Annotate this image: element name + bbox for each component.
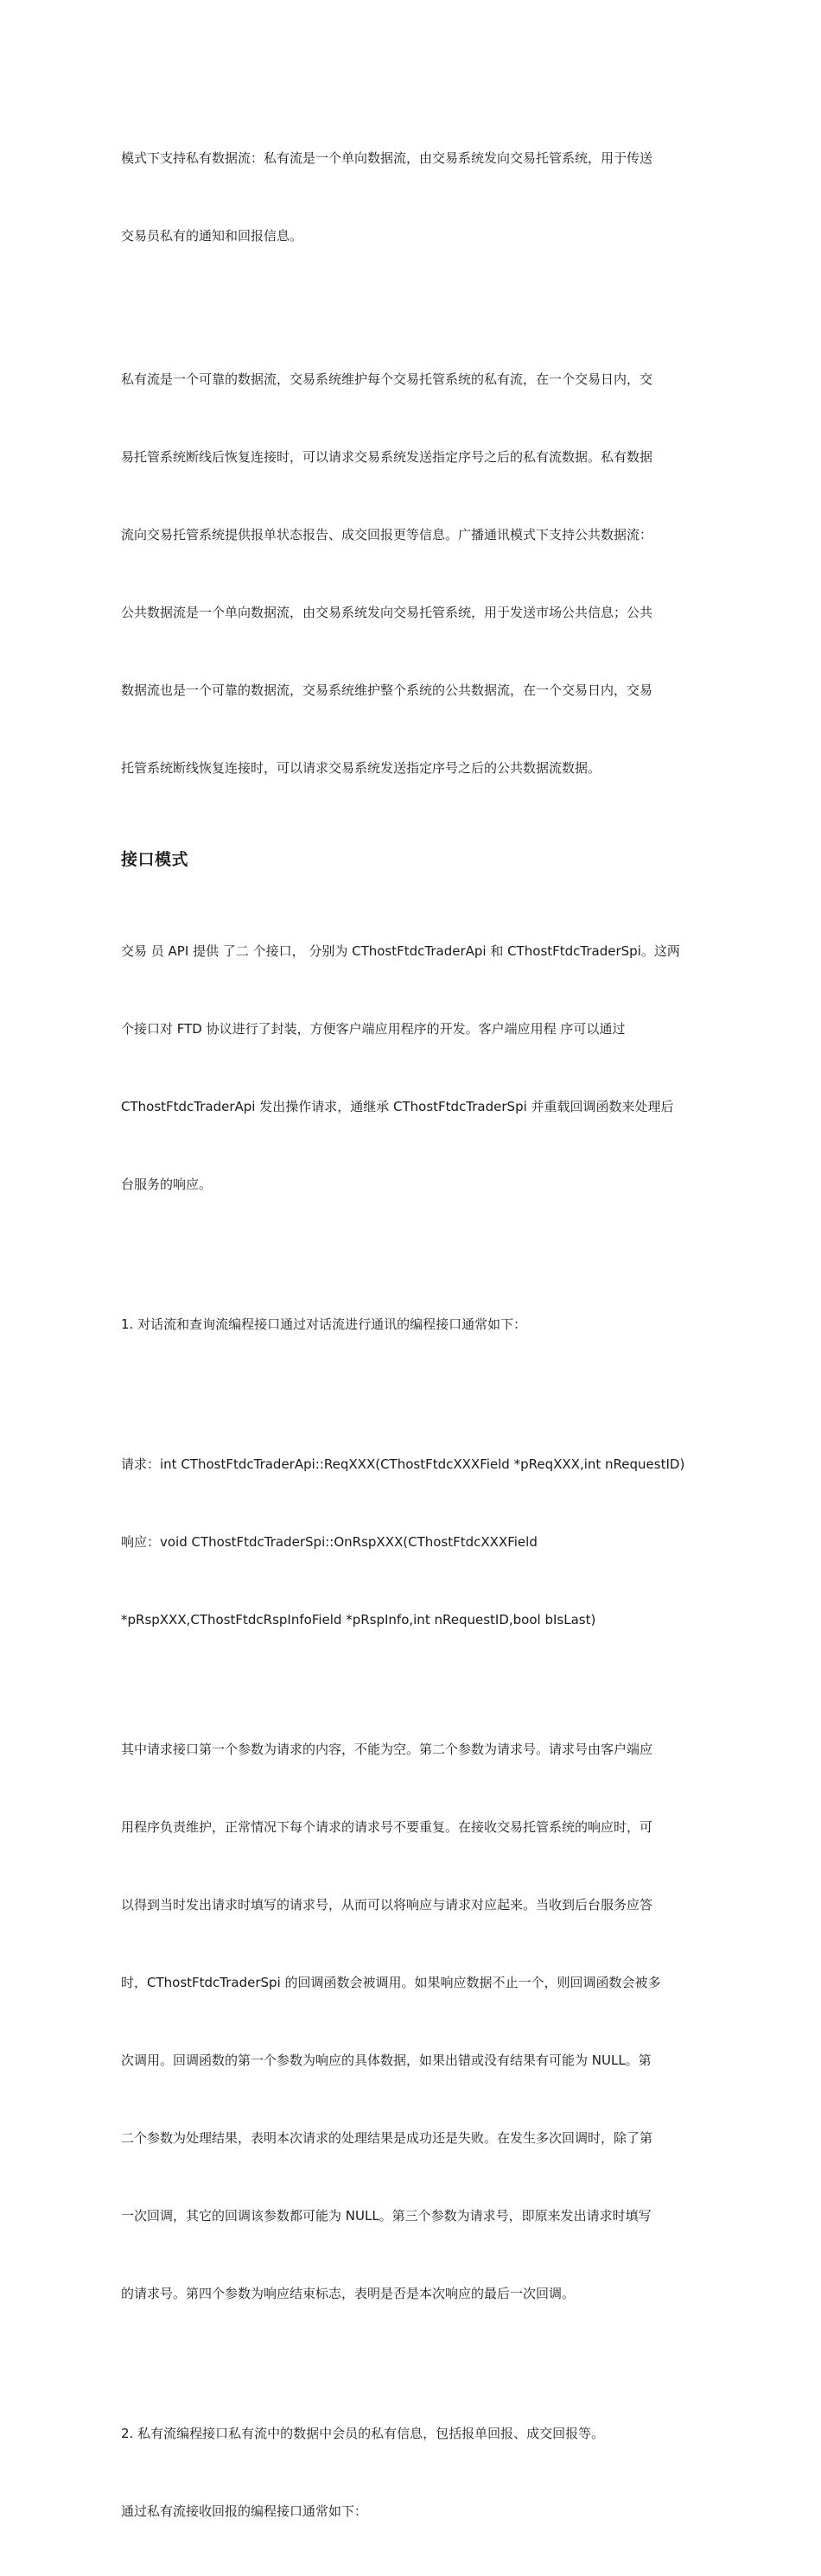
text-line: 数据流也是一个可靠的数据流，交易系统维护整个系统的公共数据流，在一个交易日内，交易 [121,682,653,698]
text-line: 交易员私有的通知和回报信息。 [121,228,303,244]
text-line: 2. 私有流编程接口私有流中的数据中会员的私有信息，包括报单回报、成交回报等。 [121,2426,605,2441]
text-line: 用程序负责维护，正常情况下每个请求的请求号不要重复。在接收交易托管系统的响应时，可 [121,1819,653,1835]
text-line: 易托管系统断线后恢复连接时，可以请求交易系统发送指定序号之后的私有流数据。私有数据 [121,449,653,465]
text-line: 个接口对 FTD 协议进行了封装，方便客户端应用程序的开发。客户端应用程 序可以通过 [121,1021,626,1037]
text-line: 私有流是一个可靠的数据流，交易系统维护每个交易托管系统的私有流，在一个交易日内，交 [121,371,653,387]
text-line: 交易 员 API 提供 了二 个接口， 分别为 CThostFtdcTraderApi 和 CThostFtdcTraderSpi。这两 [121,943,680,959]
list-item-1 [121,1259,702,1389]
paragraph-api-intro [121,886,702,1249]
paragraph-request-explanation [121,1685,702,2358]
text-line: 一次回调，其它的回调该参数都可能为 NULL。第三个参数为请求号，即原来发出请求时填写 [121,2208,652,2224]
paragraph-private-public-stream [121,314,702,833]
text-line: 次调用。回调函数的第一个参数为响应的具体数据，如果出错或没有结果有可能为 NULL。第 [121,2053,652,2068]
paragraph-private-stream-intro [121,93,702,301]
text-line: 台服务的响应。 [121,1177,213,1192]
code-line: 请求：int CThostFtdcTraderApi::ReqXXX(CThostFtdcXXXField *pReqXXX,int nRequestID) [121,1456,685,1472]
text-line: 的请求号。第四个参数为响应结束标志，表明是否是本次响应的最后一次回调。 [121,2286,576,2301]
document-page [121,93,702,2576]
text-line: 以得到当时发出请求时填写的请求号，从而可以将响应与请求对应起来。当收到后台服务应答 [121,1897,653,1913]
section-heading: 接口模式 [121,850,189,869]
text-line: CThostFtdcTraderApi 发出操作请求，通继承 CThostFtdcTraderSpi 并重载回调函数来处理后 [121,1099,674,1114]
text-line: 托管系统断线恢复连接时，可以请求交易系统发送指定序号之后的公共数据流数据。 [121,760,601,776]
text-line: 模式下支持私有数据流：私有流是一个单向数据流，由交易系统发向交易托管系统，用于传送 [121,150,653,166]
code-signature-block [121,1399,702,1685]
text-line: 1. 对话流和查询流编程接口通过对话流进行通讯的编程接口通常如下： [121,1317,527,1332]
code-line: *pRspXXX,CThostFtdcRspInfoField *pRspInfo,int nRequestID,bool bIsLast) [121,1612,596,1627]
text-line: 其中请求接口第一个参数为请求的内容，不能为空。第二个参数为请求号。请求号由客户端应 [121,1742,653,1757]
list-item-2 [121,2369,702,2576]
text-line: 通过私有流接收回报的编程接口通常如下： [121,2503,368,2519]
code-line: 响应：void CThostFtdcTraderSpi::OnRspXXX(CThostFtdcXXXField [121,1534,538,1550]
text-line: 流向交易托管系统提供报单状态报告、成交回报更等信息。广播通讯模式下支持公共数据流： [121,527,653,542]
text-line: 公共数据流是一个单向数据流，由交易系统发向交易托管系统，用于发送市场公共信息；公共 [121,605,653,620]
text-line: 时，CThostFtdcTraderSpi 的回调函数会被调用。如果响应数据不止一个，则回调函数会被多 [121,1975,661,1990]
text-line: 二个参数为处理结果，表明本次请求的处理结果是成功还是失败。在发生多次回调时，除了第 [121,2130,653,2146]
